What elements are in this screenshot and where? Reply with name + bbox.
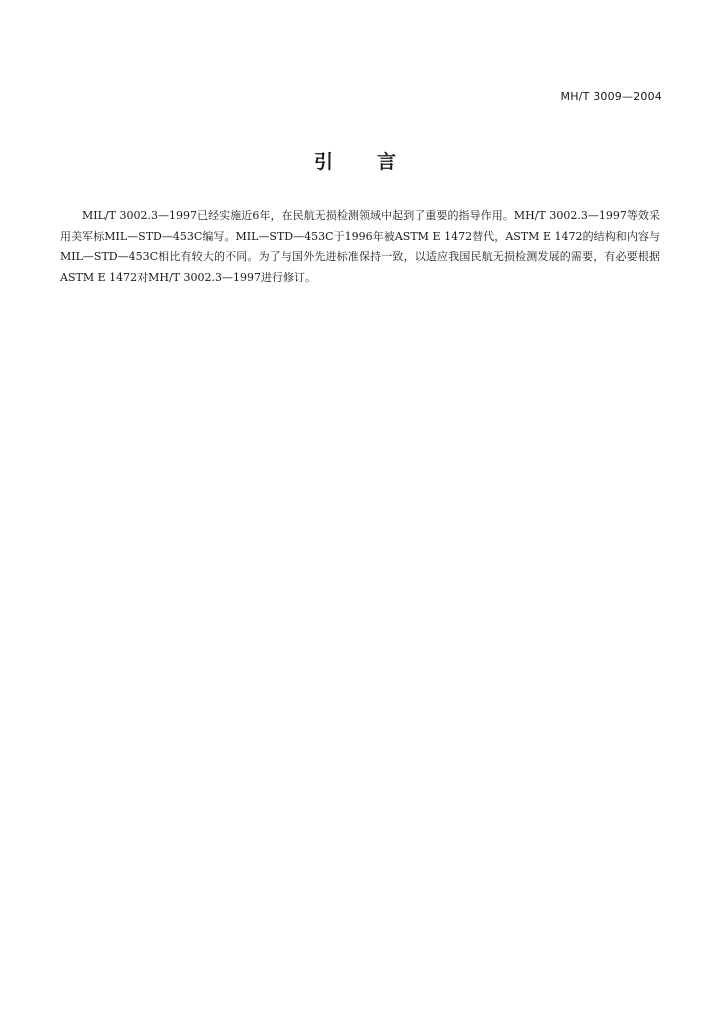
body-paragraph: MIL/T 3002.3—1997已经实施近6年，在民航无损检测领域中起到了重要的指导作用。MH/T 3002.3—1997等效采用美军标MIL—STD—453C编写。MIL—STD—453C于1996年被ASTM E 1472替代，ASTM E 1472的结构和内容与MIL—STD—453C相比有较大的不同。为了与国外先进标准保持一致，以适应我国民航无损检测发展的需要，有必要根据ASTM E 1472对MH/T 3002.3—1997进行修订。 bbox=[60, 209, 660, 284]
document-code: MH/T 3009—2004 bbox=[560, 90, 662, 103]
section-title: 引言 bbox=[313, 151, 440, 173]
